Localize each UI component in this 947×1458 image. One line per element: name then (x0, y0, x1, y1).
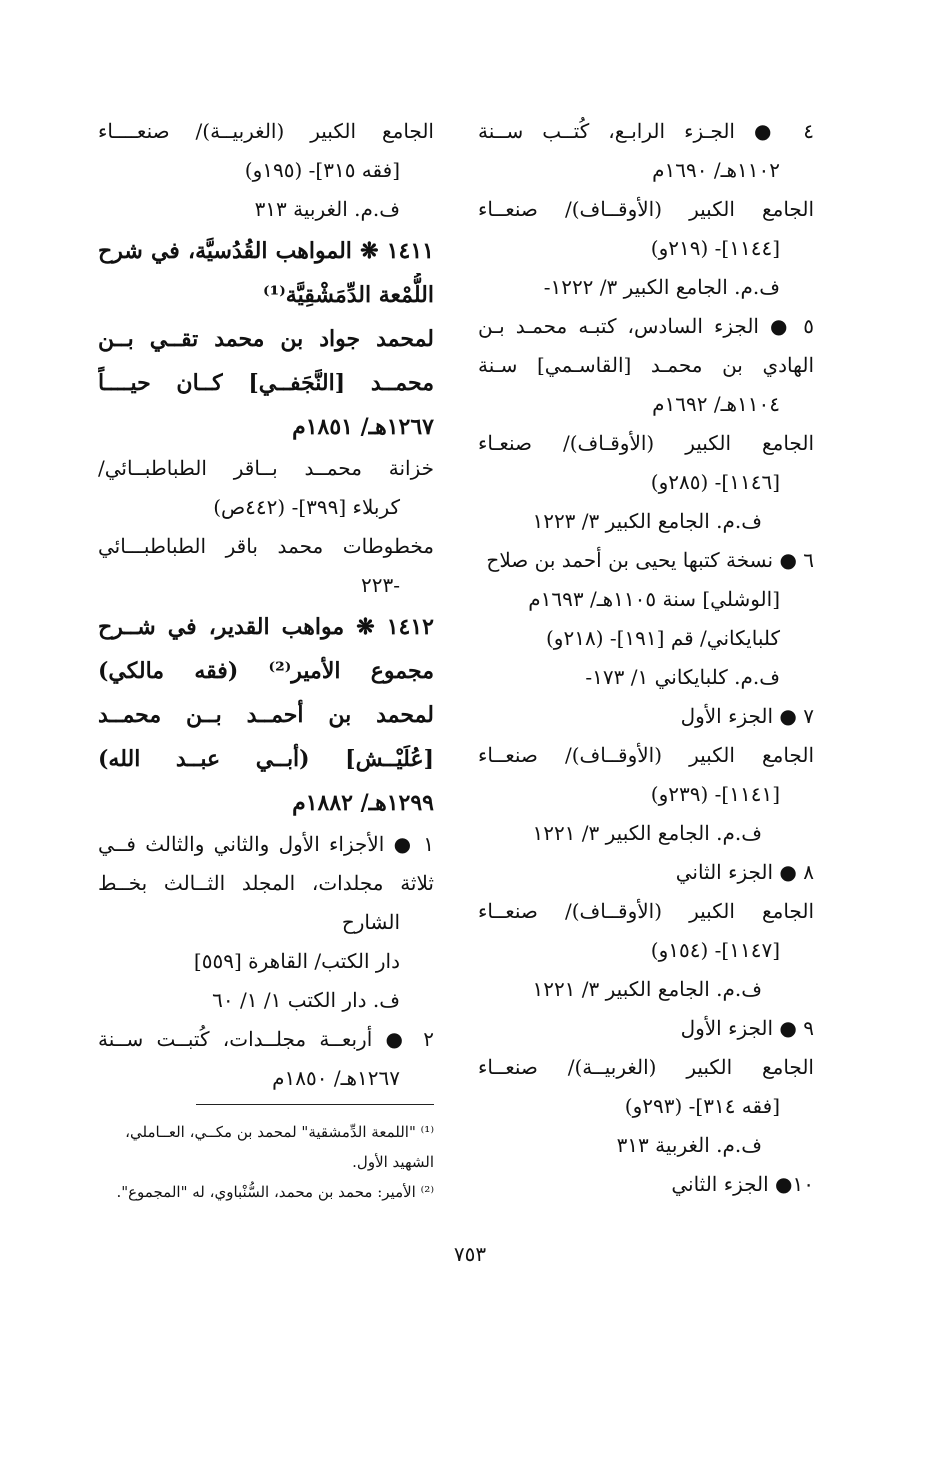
left-column (98, 112, 434, 1098)
text-line: الجامع الكبير (الغربيــة)/ صنعــــاء (98, 119, 434, 143)
footnote-line: ⁽²⁾ الأمير: محمد بن محمد، السُّنْباوي، له "المجموع". (116, 1183, 434, 1201)
text-line: ١١٠٤هـ/ ١٦٩٢م (652, 392, 780, 416)
text-line: [فقه ٣١٥]- (١٩٥و) (244, 158, 400, 182)
text-line: ف.م. كلبايكاني ١/ ١٧٣- (585, 665, 780, 689)
text-line: ١١٠٢هـ/ ١٦٩٠م (652, 158, 780, 182)
text-line: لمحمد جواد بن محمد تقــي بــن (98, 326, 434, 352)
text-line: مجموع الأمير⁽²⁾ (فقه مالكي) (98, 658, 434, 684)
text-line: ف.م. الجامع الكبير ٣/ ١٢٢١ (532, 977, 762, 1001)
text-line: الهادي بن محمـد [القاسـمي] سـنة (478, 353, 814, 377)
text-line: ف. دار الكتب ١/ ١/ ٦٠ (212, 988, 400, 1012)
text-line: ٥ ● الجزء السادس، كتبـه محمـد بـن (478, 314, 814, 338)
text-line: ١٤١٢ ❋ مواهب القدير، في شــرح (98, 614, 434, 640)
text-line: ٩ ● الجزء الأول (680, 1016, 814, 1040)
text-line: ثلاثة مجلدات، المجلد الثــالث بخــط (98, 871, 434, 895)
text-line: [١١٤٤]- (٢١٩و) (650, 236, 780, 260)
text-line: مخطوطات محمد باقر الطباطبـــائي (98, 534, 434, 558)
text-line: [١١٤٦]- (٢٨٥و) (650, 470, 780, 494)
text-line: الجامع الكبير (الأوقـاف)/ صنعـاء (478, 431, 814, 455)
text-line: ٤ ● الجـزء الرابـع، كُتــب ســنة (478, 119, 814, 143)
text-line: ٢ ● أربعــة مجلــدات، كُتبــت ســنة (98, 1027, 434, 1051)
text-line: الجامع الكبير (الأوقــاف)/ صنعــاء (478, 197, 814, 221)
text-line: دار الكتب/ القاهرة [٥٥٩] (193, 949, 400, 973)
text-line: ف.م. الجامع الكبير ٣/ ١٢٢٣ (532, 509, 762, 533)
text-line: خزانة محمــد بــاقر الطباطبــائي/ (98, 456, 434, 480)
text-line: لمحمد بن أحمــد بــن محمــد (98, 702, 434, 728)
text-line: محمــد [النَّجَفــي] كــان حيــــاً (98, 370, 434, 396)
text-line: ١٠● الجزء الثاني (671, 1172, 814, 1196)
text-line: ١٢٩٩هـ/ ١٨٨٢م (292, 790, 434, 816)
text-line: ١ ● الأجزاء الأول والثاني والثالث فــي (98, 832, 434, 856)
text-line: ف.م. الجامع الكبير ٣/ ١٢٢٢- (543, 275, 780, 299)
text-line: الشارح (341, 910, 400, 934)
text-line: [فقه ٣١٤]- (٢٩٣و) (624, 1094, 780, 1118)
text-line: [١١٤٧]- (١٥٤و) (650, 938, 780, 962)
text-line: اللُّمْعة الدِّمَشْقِيَّة⁽¹⁾ (263, 282, 434, 308)
text-line: الجامع الكبير (الأوقــاف)/ صنعــاء (478, 899, 814, 923)
text-line: [١١٤١]- (٢٣٩و) (650, 782, 780, 806)
text-line: كلبايكاني/ قم [١٩١]- (٢١٨و) (545, 626, 780, 650)
text-line: الجامع الكبير (الغربيــة)/ صنعــاء (478, 1055, 814, 1079)
footnote-line: الشهيد الأول. (352, 1153, 434, 1171)
right-column (478, 112, 814, 1204)
text-line: ف.م. الغربية ٣١٣ (254, 197, 400, 221)
text-line: [الوشلي] سنة ١١٠٥هـ/ ١٦٩٣م (528, 587, 780, 611)
text-line: ١٢٦٧هـ/ ١٨٥١م (292, 414, 434, 440)
text-line: ١٤١١ ❋ المواهب القُدُسيَّة، في شرح (98, 238, 434, 264)
footnotes (98, 1104, 434, 1207)
text-line: ٨ ● الجزء الثاني (675, 860, 814, 884)
text-line: ٧ ● الجزء الأول (680, 704, 814, 728)
footnote-line: ⁽¹⁾ "اللمعة الدِّمشقية" لمحمد بن مكــي، العــاملي، (125, 1123, 434, 1141)
text-line: الجامع الكبير (الأوقــاف)/ صنعــاء (478, 743, 814, 767)
footnote-separator (196, 1104, 434, 1105)
text-line: ٦ ● نسخة كتبها يحيى بن أحمد بن صلاح (486, 548, 814, 572)
page-number: ٧٥٣ (453, 1242, 487, 1266)
text-line: [عُلَيْــش] (أبــي عبــد الله) (98, 746, 434, 772)
text-line: -٢٢٣ (361, 573, 400, 597)
text-line: ١٢٦٧هـ/ ١٨٥٠م (272, 1066, 400, 1090)
text-line: كربلاء [٣٩٩]- (٤٤٢ص) (213, 495, 400, 519)
text-line: ف.م. الجامع الكبير ٣/ ١٢٢١ (532, 821, 762, 845)
text-line: ف.م. الغربية ٣١٣ (616, 1133, 762, 1157)
